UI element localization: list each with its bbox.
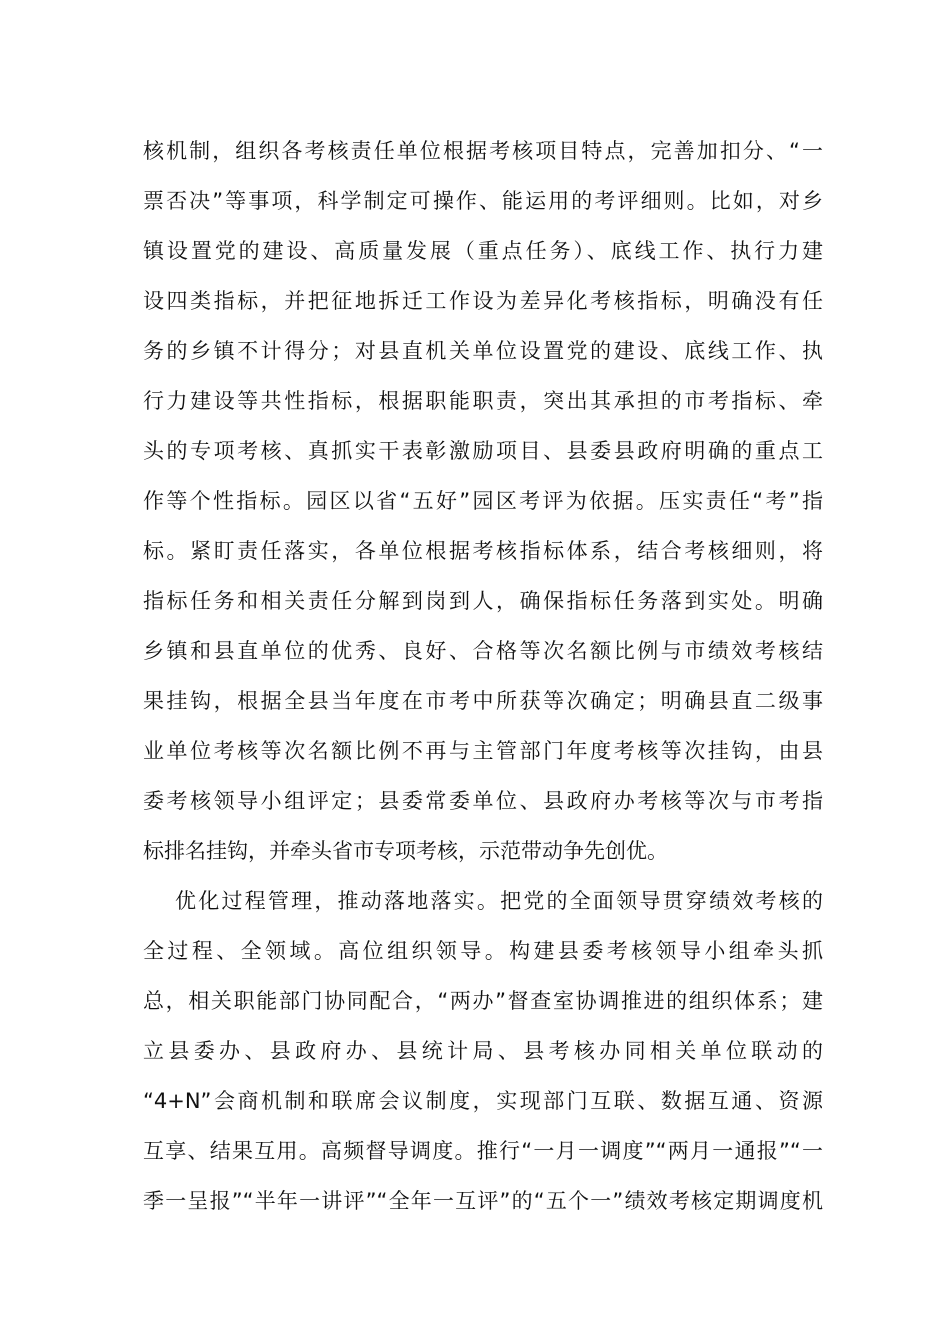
- text-line: 果挂钩，根据全县当年度在市考中所获等次确定；明确县直二级事: [143, 689, 823, 713]
- body-text: [143, 126, 823, 1226]
- text-line: 设四类指标，并把征地拆迁工作设为差异化考核指标，明确没有任: [143, 289, 823, 313]
- text-line: 头的专项考核、真抓实干表彰激励项目、县委县政府明确的重点工: [143, 439, 823, 463]
- text-line: 票否决”等事项，科学制定可操作、能运用的考评细则。比如，对乡: [143, 189, 823, 213]
- paragraph-start-line: 优化过程管理，推动落地落实。把党的全面领导贯穿绩效考核的: [175, 889, 823, 913]
- text-line: 行力建设等共性指标，根据职能职责，突出其承担的市考指标、牵: [143, 389, 823, 413]
- text-line: 互享、结果互用。高频督导调度。推行“一月一调度”“两月一通报”“一: [143, 1139, 823, 1163]
- text-line: 委考核领导小组评定；县委常委单位、县政府办考核等次与市考指: [143, 789, 823, 813]
- text-line: 季一呈报”“半年一讲评”“全年一互评”的“五个一”绩效考核定期调度机: [143, 1189, 823, 1213]
- text-line: 镇设置党的建设、高质量发展（重点任务）、底线工作、执行力建: [143, 239, 823, 263]
- text-line: 立县委办、县政府办、县统计局、县考核办同相关单位联动的: [143, 1039, 823, 1063]
- paragraph-end-line: 标排名挂钩，并牵头省市专项考核，示范带动争先创优。: [143, 839, 668, 863]
- text-line: 标。紧盯责任落实，各单位根据考核指标体系，结合考核细则，将: [143, 539, 823, 563]
- text-line: 业单位考核等次名额比例不再与主管部门年度考核等次挂钩，由县: [143, 739, 823, 763]
- text-line: 务的乡镇不计得分；对县直机关单位设置党的建设、底线工作、执: [143, 339, 823, 363]
- text-line: 指标任务和相关责任分解到岗到人，确保指标任务落到实处。明确: [143, 589, 823, 613]
- text-line: “4+N”会商机制和联席会议制度，实现部门互联、数据互通、资源: [143, 1089, 823, 1113]
- text-line: 乡镇和县直单位的优秀、良好、合格等次名额比例与市绩效考核结: [143, 639, 823, 663]
- text-line: 总，相关职能部门协同配合，“两办”督查室协调推进的组织体系；建: [143, 989, 823, 1013]
- text-line: 核机制，组织各考核责任单位根据考核项目特点，完善加扣分、“一: [143, 139, 823, 163]
- text-line: 全过程、全领域。高位组织领导。构建县委考核领导小组牵头抓: [143, 939, 823, 963]
- text-line: 作等个性指标。园区以省“五好”园区考评为依据。压实责任“考”指: [143, 489, 823, 513]
